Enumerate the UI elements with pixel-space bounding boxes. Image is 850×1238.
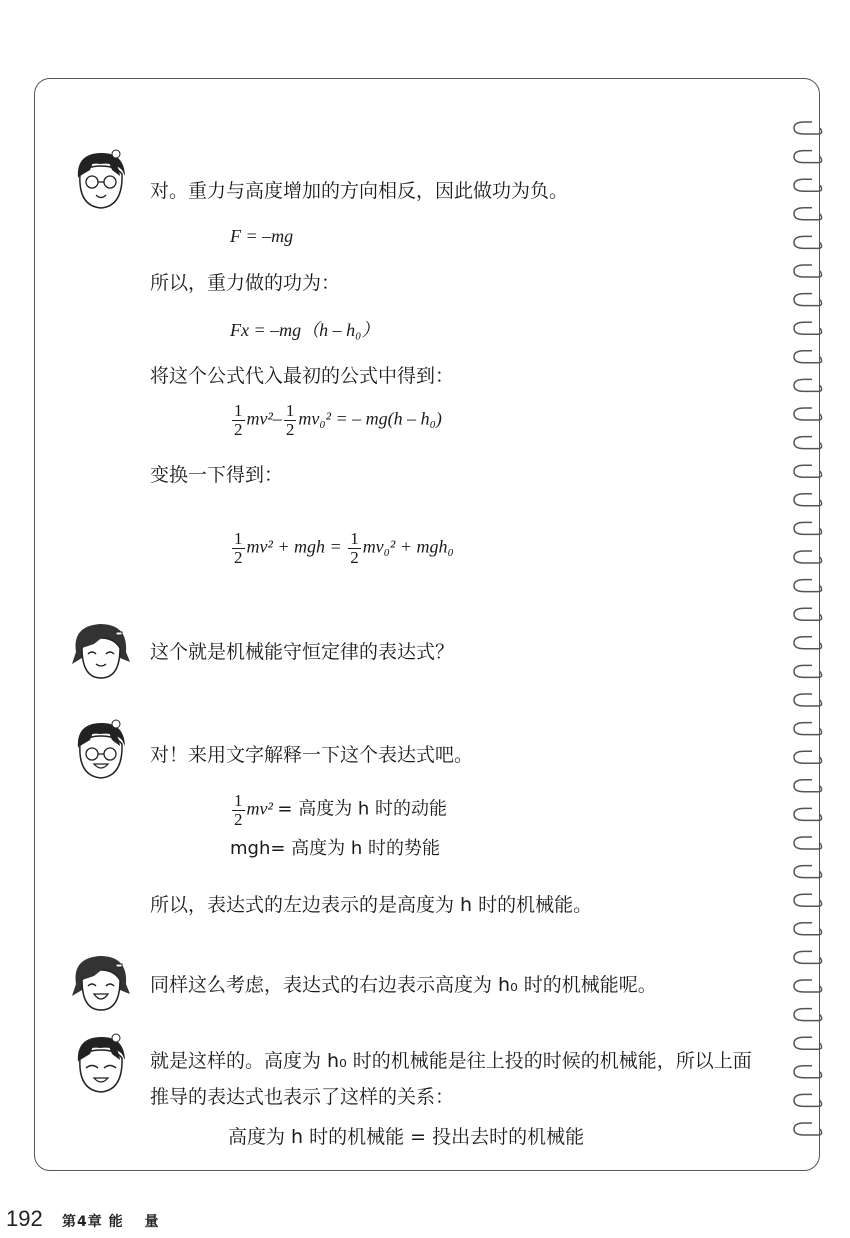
dialogue-line: 将这个公式代入最初的公式中得到： xyxy=(150,365,455,387)
spiral-binding xyxy=(790,114,830,1144)
spiral-ring xyxy=(794,694,822,706)
dialogue-line: 高度为 h 时的机械能 = 投出去时的机械能 xyxy=(228,1126,585,1148)
spiral-ring xyxy=(794,923,822,935)
spiral-ring xyxy=(794,665,822,677)
dialogue-line: 推导的表达式也表示了这样的关系： xyxy=(150,1086,455,1108)
spiral-ring xyxy=(794,122,822,134)
student-avatar xyxy=(70,950,132,1016)
spiral-ring xyxy=(794,580,822,592)
spiral-ring xyxy=(794,522,822,534)
chapter-title: 第4章 能 量 xyxy=(62,1214,160,1230)
spiral-ring xyxy=(794,322,822,334)
spiral-ring xyxy=(794,437,822,449)
spiral-ring xyxy=(794,780,822,792)
spiral-ring xyxy=(794,608,822,620)
teacher-avatar xyxy=(70,1032,132,1098)
equation-substituted: $\frac{1}{2}$ mv²– $\frac{1}{2}$ mv₀² = – mg(h – h₀) xyxy=(234,401,442,439)
spiral-ring xyxy=(794,151,822,163)
spiral-ring xyxy=(794,379,822,391)
notebook-page xyxy=(34,78,820,1171)
equation-force: F = –mg xyxy=(230,226,294,246)
spiral-ring xyxy=(794,837,822,849)
spiral-ring xyxy=(794,751,822,763)
spiral-ring xyxy=(794,980,822,992)
spiral-ring xyxy=(794,179,822,191)
spiral-ring xyxy=(794,866,822,878)
equation-work: Fx = –mg（h – h₀） xyxy=(230,320,380,340)
dialogue-line: 变换一下得到： xyxy=(150,464,284,486)
spiral-ring xyxy=(794,1009,822,1021)
spiral-ring xyxy=(794,351,822,363)
spiral-ring xyxy=(794,236,822,248)
spiral-ring xyxy=(794,723,822,735)
spiral-ring xyxy=(794,1037,822,1049)
spiral-ring xyxy=(794,408,822,420)
equation-kinetic: $\frac{1}{2}$ mv² = 高度为 h 时的动能 xyxy=(234,791,448,829)
spiral-ring xyxy=(794,494,822,506)
spiral-ring xyxy=(794,808,822,820)
dialogue-line: 就是这样的。高度为 h₀ 时的机械能是往上投的时候的机械能，所以上面 xyxy=(150,1050,752,1072)
spiral-ring xyxy=(794,1066,822,1078)
spiral-ring xyxy=(794,465,822,477)
dialogue-line: 这个就是机械能守恒定律的表达式？ xyxy=(150,641,455,663)
spiral-ring xyxy=(794,951,822,963)
dialogue-line: 对！来用文字解释一下这个表达式吧。 xyxy=(150,744,474,766)
dialogue-line: 所以，重力做的功为： xyxy=(150,272,341,294)
teacher-avatar xyxy=(70,718,132,784)
spiral-ring xyxy=(794,294,822,306)
dialogue-line: 同样这么考虑，表达式的右边表示高度为 h₀ 时的机械能呢。 xyxy=(150,974,657,996)
spiral-ring xyxy=(794,894,822,906)
spiral-ring xyxy=(794,1094,822,1106)
dialogue-line: 对。重力与高度增加的方向相反，因此做功为负。 xyxy=(150,180,569,202)
spiral-ring xyxy=(794,637,822,649)
equation-potential: mgh= 高度为 h 时的势能 xyxy=(230,838,441,859)
spiral-ring xyxy=(794,1123,822,1135)
spiral-ring xyxy=(794,265,822,277)
spiral-ring xyxy=(794,551,822,563)
page-number: 192 xyxy=(6,1206,43,1231)
teacher-avatar xyxy=(70,148,132,214)
student-avatar xyxy=(70,618,132,684)
dialogue-line: 所以，表达式的左边表示的是高度为 h 时的机械能。 xyxy=(150,894,593,916)
equation-conservation: $\frac{1}{2}$ mv² + mgh = $\frac{1}{2}$ mv₀² + mgh₀ xyxy=(234,529,454,567)
spiral-ring xyxy=(794,208,822,220)
